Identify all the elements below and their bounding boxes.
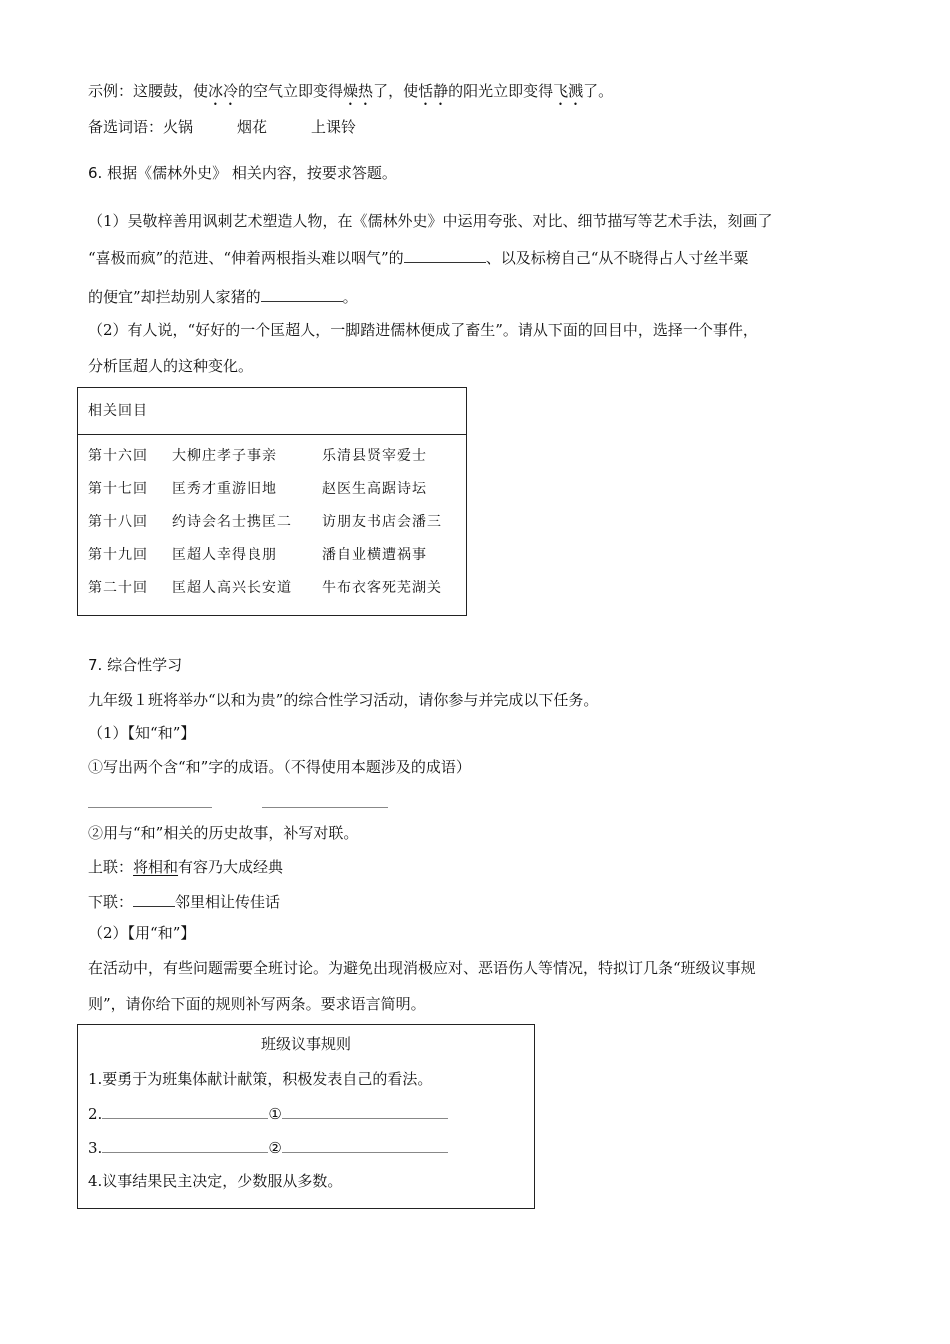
- couplet-upper-text: 有容乃大成经典: [178, 858, 284, 876]
- chapters-table: [77, 387, 467, 616]
- chapter-title-second: 访朋友书店会潘三: [322, 514, 442, 530]
- q6-text: 、以及标榜自己“从不晓得占人寸丝半粟: [485, 249, 749, 267]
- chapter-title-second: 潘自业横遭祸事: [322, 547, 427, 563]
- q6-part1-line3: [88, 285, 358, 308]
- couplet-upper: [88, 856, 283, 878]
- chapter-number: 第十八回: [88, 514, 148, 530]
- table-header-label: 相关回目: [88, 403, 148, 419]
- chapter-title-second: 赵医生高踞诗坛: [322, 481, 427, 497]
- rules-title: 班级议事规则: [260, 1035, 351, 1053]
- idiom-blank-2[interactable]: [262, 791, 388, 808]
- couplet-upper-label: 上联：: [88, 858, 134, 876]
- example-text: 了，使: [373, 82, 419, 100]
- rule-mark: ①: [268, 1105, 282, 1123]
- q6-text: 的便宜”却拦劫别人家猪的: [88, 288, 261, 306]
- class-rules-box: [77, 1024, 535, 1209]
- example-text: 的阳光立即变得: [448, 82, 554, 100]
- chapter-title-second: 牛布衣客死芜湖关: [322, 580, 442, 596]
- q6-part2-line1: （2）有人说，“好好的一个匡超人，一脚踏进儒林便成了畜生”。请从下面的回目中，选择一个事件，: [88, 321, 758, 339]
- q6-text: 。: [342, 288, 358, 306]
- emphasized-word: 飞溅: [553, 82, 584, 100]
- rule-blank[interactable]: [282, 1102, 448, 1119]
- rule-2: [88, 1102, 448, 1123]
- q6-part2-line2: 分析匡超人的这种变化。: [88, 357, 254, 375]
- chapter-title-first: 匡秀才重游旧地: [172, 481, 277, 497]
- answer-blank[interactable]: [404, 246, 486, 263]
- chapter-title-second: 乐清县贤宰爱士: [322, 448, 427, 464]
- chapter-title-first: 大柳庄孝子事亲: [172, 448, 277, 464]
- chapter-title-first: 匡超人幸得良朋: [172, 547, 277, 563]
- emphasized-word: 冰冷: [208, 82, 239, 100]
- q7-paragraph-line1: 在活动中，有些问题需要全班讨论。为避免出现消极应对、恶语伤人等情况，特拟订几条“班级议事规: [88, 959, 756, 977]
- couplet-story: 将相和: [133, 858, 179, 876]
- answer-blank[interactable]: [261, 285, 343, 302]
- couplet-lower-label: 下联：: [88, 893, 134, 911]
- question-7-title: 7. 综合性学习: [88, 656, 183, 674]
- rule-blank[interactable]: [282, 1136, 448, 1153]
- rule-number: 3.: [88, 1139, 103, 1157]
- q7-intro: 九年级１班将举办“以和为贵”的综合性学习活动，请你参与并完成以下任务。: [88, 691, 599, 709]
- candidate-word: 火锅: [163, 118, 194, 136]
- q6-part1-line1: （1）吴敬梓善用讽刺艺术塑造人物，在《儒林外史》中运用夸张、对比、细节描写等艺术手法，刻画了: [88, 212, 773, 230]
- chapter-number: 第十七回: [88, 481, 148, 497]
- rule-1: 1.要勇于为班集体献计献策，积极发表自己的看法。: [88, 1070, 433, 1088]
- example-text: 示例：这腰鼓，使: [88, 82, 209, 100]
- chapter-number: 第十六回: [88, 448, 148, 464]
- rule-blank[interactable]: [102, 1136, 268, 1153]
- q7-paragraph-line2: 则”，请你给下面的规则补写两条。要求语言简明。: [88, 995, 426, 1013]
- rule-blank[interactable]: [102, 1102, 268, 1119]
- chapter-number: 第十九回: [88, 547, 148, 563]
- question-6-title: 6. 根据《儒林外史》 相关内容，按要求答题。: [88, 164, 397, 182]
- q6-text: “喜极而疯”的范进、“伸着两根指头难以咽气”的: [88, 249, 404, 267]
- example-text: 的空气立即变得: [238, 82, 344, 100]
- couplet-blank[interactable]: [133, 890, 175, 907]
- idiom-blank-1[interactable]: [88, 791, 212, 808]
- q7-sub2: ②用与“和”相关的历史故事，补写对联。: [88, 824, 359, 842]
- candidate-word: 烟花: [237, 118, 268, 136]
- candidate-words: [88, 116, 356, 138]
- rule-mark: ②: [268, 1139, 282, 1157]
- emphasized-word: 恬静: [418, 82, 449, 100]
- chapters-table-header: [78, 388, 466, 435]
- rule-3: [88, 1136, 448, 1157]
- example-line: [88, 80, 613, 109]
- example-text: 了。: [583, 82, 614, 100]
- q7-task1-heading: （1）【知“和”】: [88, 724, 196, 742]
- q7-task2-heading: （2）【用“和”】: [88, 924, 196, 942]
- couplet-lower-text: 邻里相让传佳话: [175, 893, 281, 911]
- candidate-word: 上课铃: [311, 118, 357, 136]
- couplet-lower: [88, 890, 280, 913]
- rule-4: 4.议事结果民主决定，少数服从多数。: [88, 1172, 343, 1190]
- chapter-title-first: 匡超人高兴长安道: [172, 580, 292, 596]
- candidate-label: 备选词语：: [88, 118, 164, 136]
- chapter-number: 第二十回: [88, 580, 148, 596]
- chapter-title-first: 约诗会名士携匡二: [172, 514, 292, 530]
- emphasized-word: 燥热: [343, 82, 374, 100]
- rule-number: 2.: [88, 1105, 103, 1123]
- q6-part1-line2: [88, 246, 748, 269]
- q7-sub1: ①写出两个含“和”字的成语。（不得使用本题涉及的成语）: [88, 758, 471, 776]
